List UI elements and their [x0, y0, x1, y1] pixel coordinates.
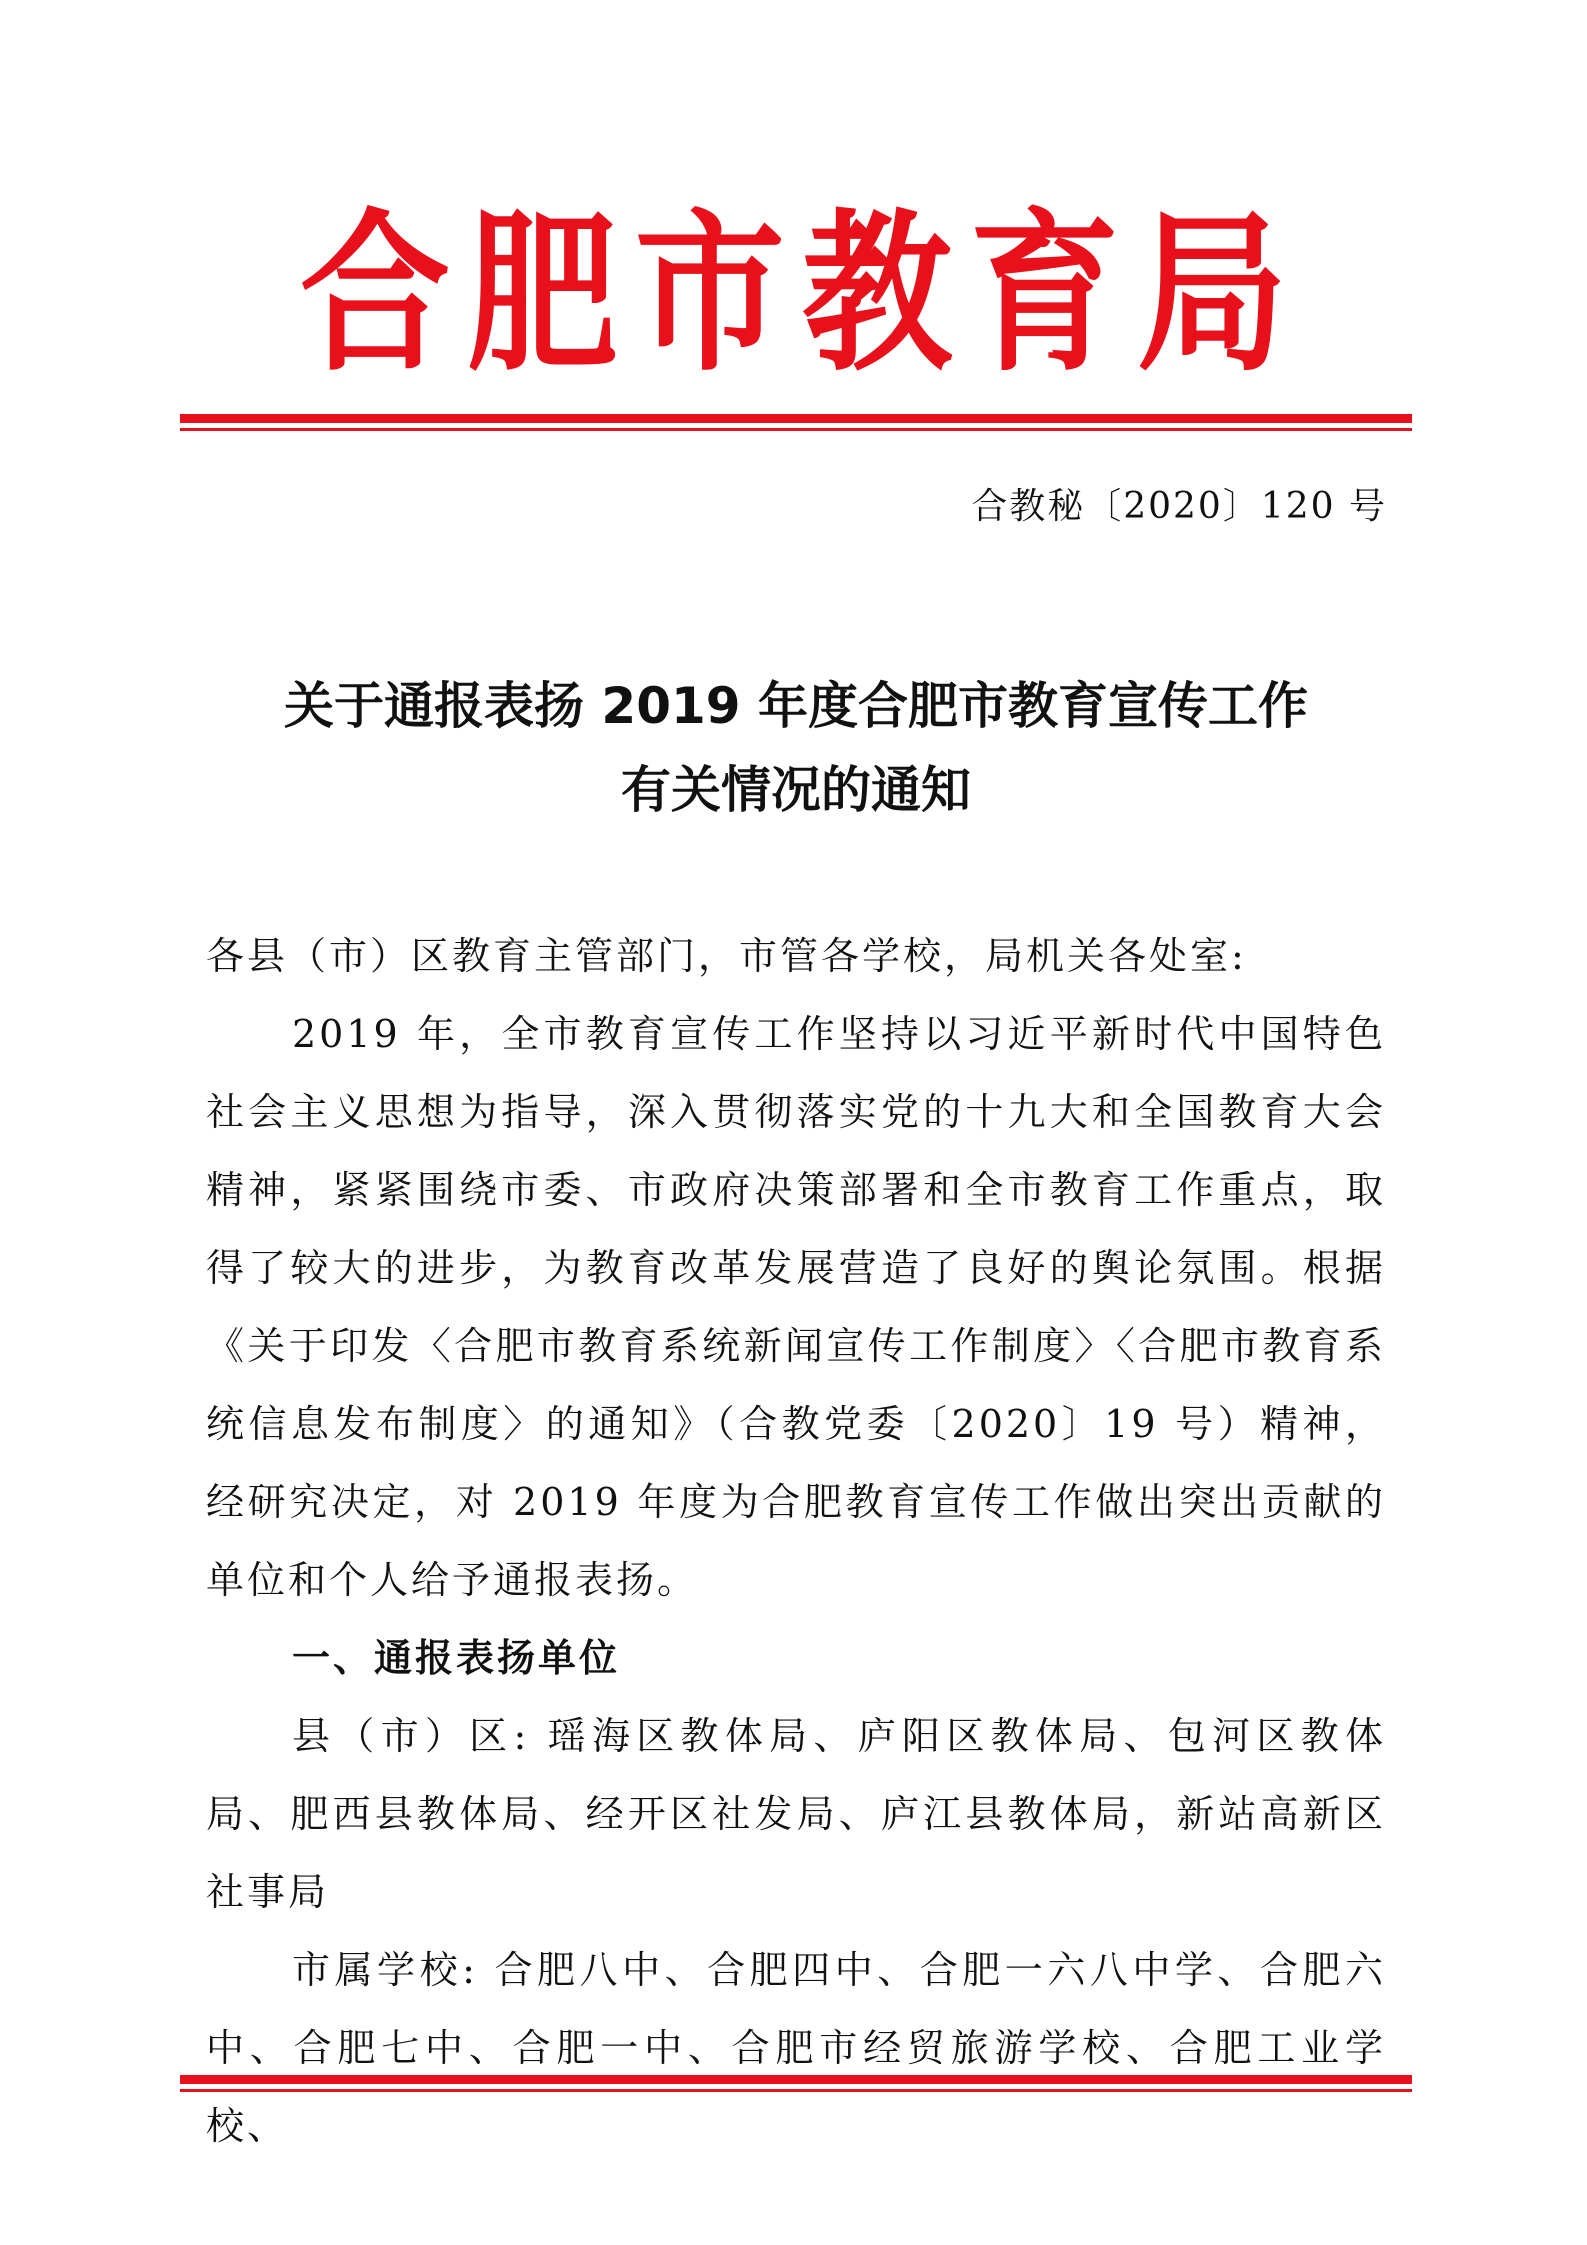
title-line-1: 关于通报表扬 2019 年度合肥市教育宣传工作	[284, 677, 1308, 735]
footer-red-rule	[180, 2075, 1412, 2092]
rule-thick-line	[180, 414, 1412, 423]
document-number: 合教秘〔2020〕120 号	[971, 486, 1387, 527]
agency-char: 合	[300, 194, 451, 396]
agency-char: 育	[969, 194, 1120, 396]
agency-char: 市	[634, 194, 785, 396]
rule-thin-line	[180, 2089, 1412, 2092]
agency-char: 局	[1136, 194, 1287, 396]
header-red-rule	[180, 414, 1412, 431]
agency-name-header	[180, 195, 1407, 395]
document-title	[180, 664, 1412, 832]
commended-schools: 市属学校: 合肥八中、合肥四中、合肥一六八中学、合肥六中、合肥七中、合肥一中、合肥市经贸旅游学校、合肥工业学校、	[206, 1948, 1386, 2148]
body-paragraph: 2019 年，全市教育宣传工作坚持以习近平新时代中国特色社会主义思想为指导，深入贯彻落实党的十九大和全国教育大会精神，紧紧围绕市委、市政府决策部署和全市教育工作重点，取得了较大的进步，为教育改革发展营造了良好的舆论氛围。根据《关于印发〈合肥市教育系统新闻宣传工作制度〉〈合肥市教育系统信息发布制度〉的通知》（合教党委〔2020〕19 号）精神，经研究决定，对 2019 年度为合肥教育宣传工作做出突出贡献的单位和个人给予通报表扬。	[206, 1012, 1386, 1602]
salutation: 各县（市）区教育主管部门，市管各学校，局机关各处室:	[206, 934, 1247, 978]
commended-counties: 县（市）区: 瑶海区教体局、庐阳区教体局、包河区教体局、肥西县教体局、经开区社发局、庐江县教体局，新站高新区社事局	[206, 1714, 1386, 1914]
title-line-2: 有关情况的通知	[621, 761, 971, 819]
agency-char: 教	[802, 194, 953, 396]
section-heading: 一、通报表扬单位	[292, 1636, 621, 1680]
rule-thin-line	[180, 428, 1412, 431]
rule-thick-line	[180, 2075, 1412, 2084]
agency-char: 肥	[467, 194, 618, 396]
document-body	[206, 917, 1386, 2165]
